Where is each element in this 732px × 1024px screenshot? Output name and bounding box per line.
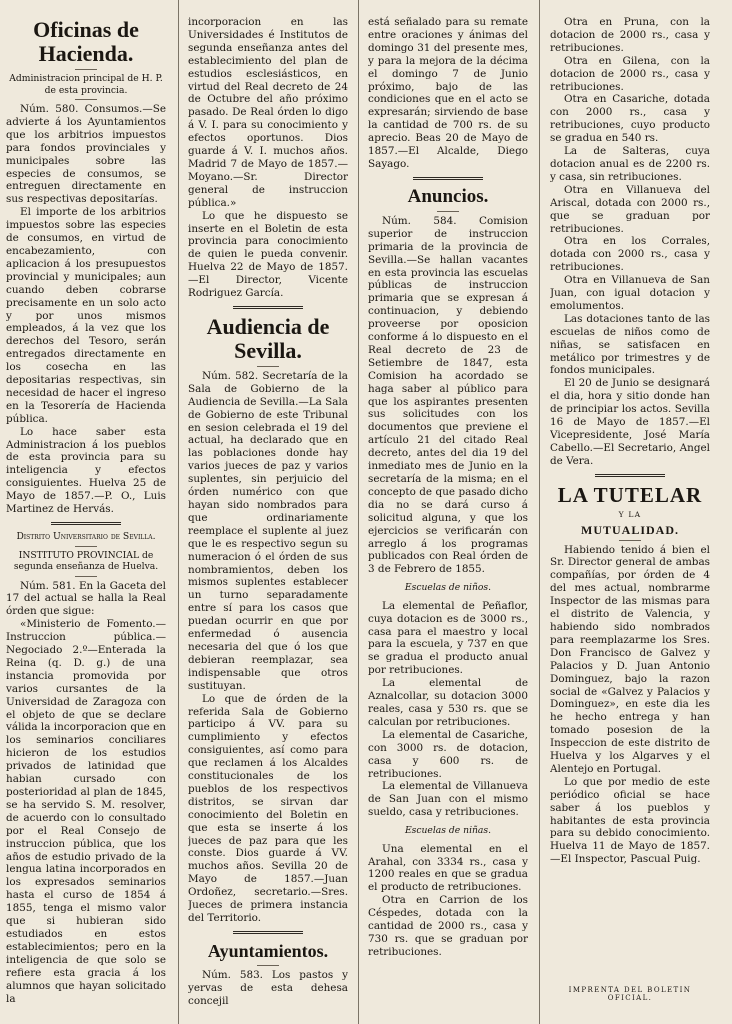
paragraph: La elemental de Aznalcollar, su dotacion 3000 reales, casa y 530 rs. que se calculan por retribuciones. <box>368 677 528 728</box>
section-title-tutelar: LA TUTELAR <box>557 482 703 507</box>
subheading-ninas: Escuelas de niñas. <box>404 825 492 837</box>
divider <box>75 576 97 577</box>
paragraph: Otra en Casariche, dotada con 2000 rs., casa y retribuciones, cuyo producto se gradua en 540 rs. <box>550 93 710 145</box>
divider <box>75 546 97 547</box>
divider <box>51 522 121 525</box>
paragraph: Lo que de órden de la referida Sala de Gobierno participo á VV. para su cumplimiento y efectos consiguientes, así como para que reclamen á los Alcaldes constitucionales de los pueblos de los respectivos distritos, se sirvan dar conocimiento del Boletin en que esta se inserte á los jueces de paz para que les conste. Dios guarde á VV. muchos años. Sevilla 20 de Mayo de 1857.—Juan Ordoñez, secretario.—Sres. Jueces de primera instancia del Territorio. <box>188 692 348 924</box>
paragraph: Una elemental en el Arahal, con 3334 rs., casa y 1200 reales en que se gradua el producto de retribuciones. <box>368 842 528 894</box>
paragraph: Otra en Pruna, con la dotacion de 2000 rs., casa y retribuciones. <box>550 16 710 54</box>
paragraph: La de Salteras, cuya dotacion anual es de 2200 rs. y casa, sin retribuciones. <box>550 145 710 183</box>
section-title-audiencia: Audiencia de Sevilla. <box>206 313 330 363</box>
institute-heading: INSTITUTO PROVINCIAL de segunda enseñanza de Huelva. <box>13 549 159 572</box>
paragraph: Lo hace saber esta Administracion á los pueblos de esta provincia para su inteligencia y efectos consiguientes. Huelva 25 de Mayo de 1857.—P. O., Luis Martinez de Hervás. <box>6 425 166 516</box>
paragraph: La elemental de Casariche, con 3000 rs. de dotacion, casa y 600 rs. de retribuciones. <box>368 728 528 780</box>
column-divider <box>358 0 359 1024</box>
printer-footer: IMPRENTA DEL BOLETIN OFICIAL. <box>568 986 692 1002</box>
paragraph: «Ministerio de Fomento.—Instruccion pública.—Negociado 2.º—Enterada la Reina (q. D. g.) de una instancia promovida por varios cursantes de la Universidad de Zaragoza con el objeto de que se declare válida la incorporacion que en los seminarios conciliares hicieron de los estudios privados de latinidad que habian cursado con posterioridad al plan de 1845, se ha servido S. M. resolver, de acuerdo con lo consultado por el Real Consejo de instruccion pública, que los años de estudio privado de la lengua latina incorporados en los expresados seminarios hasta el curso de 1854 á 1855, tenga el mismo valor que si hubieran sido estudiados en estos establecimientos; pero en la inteligencia de que solo se refiere esta gracia á los alumnos que hayan solicitado la <box>6 618 166 1005</box>
paragraph: Habiendo tenido á bien el Sr. Director general de ambas compañías, por órden de 4 del mes actual, nombrarme Inspector de las mismas para el distrito de Valencia, y habiendo sido nombrados para reemplazarme los Sres. Don Francisco de Galvez y Palacios y D. Juan Antonio Dominguez, bajo la razon social de «Galvez y Palacios y Dominguez», en este dia les he hecho entrega y han tomado posesion de la Inspeccion de este distrito de Huelva y los Algarves y el Alentejo en Portugal. <box>550 543 710 775</box>
divider <box>437 211 459 212</box>
paragraph: Lo que he dispuesto se inserte en el Boletin de esta provincia para conocimiento de quien le pueda convenir. Huelva 22 de Mayo de 1857.—El Director, Vicente Rodriguez García. <box>188 209 348 300</box>
column-1 <box>6 16 166 1016</box>
paragraph: El importe de los arbitrios impuestos sobre las especies de consumos, en virtud de encabezamiento, con aplicacion á los presupuestos provincial y municipales; aun cuando deben cobrarse precisamente en un solo acto y por unos mismos empleados, á la vez que los derechos del Tesoro, serán entregados directamente en los cosecha en las depositarias respectivas, sin necesidad de hacer el ingreso en la Tesorería de Hacienda pública. <box>6 206 166 425</box>
paragraph: La elemental de Peñaflor, cuya dotacion es de 3000 rs., casa para el maestro y local para la escuela, y 737 en que se gradua el producto anual por retribuciones. <box>368 599 528 677</box>
notice-584: Núm. 584. Comision superior de instruccion primaria de la provincia de Sevilla.—Se hallan vacantes en esta provincia las escuelas públicas de instruccion primaria que se expresan á continuacion, y debiendo proveerse por oposicion conforme á lo dispuesto en el Real decreto de 23 de Setiembre de 1847, esta Comision ha acordado se haga saber al público para que los aspirantes presenten sus solicitudes con los documentos que previene el artículo 21 del citado Real decreto, antes del dia 19 del inmediato mes de Junio en la secretaría de la misma; en el concepto de que pasado dicho dia no se dará curso á solicitud alguna, y que los ejercicios se verificarán con arreglo á los programas publicados con Real órden de 3 de Febrero de 1855. <box>368 214 528 576</box>
divider <box>413 177 483 180</box>
divider <box>619 540 641 541</box>
divider <box>257 366 279 367</box>
paragraph: La elemental de Villanueva de San Juan con el mismo sueldo, casa y retribuciones. <box>368 780 528 819</box>
subheading-ninos: Escuelas de niños. <box>404 582 492 594</box>
paragraph: Otra en Carrion de los Céspedes, dotada con la cantidad de 2000 rs., casa y 730 rs. que se graduan por retribuciones. <box>368 894 528 958</box>
column-3 <box>368 16 528 1016</box>
notice-580: Núm. 580. Consumos.—Se advierte á los Ayuntamientos que los arbitrios impuestos para fondos provinciales y municipales sobre las especies de consumos, se entreguen directamente en sus respectivas depositarías. <box>6 103 166 206</box>
divider <box>75 69 97 70</box>
paragraph: Otra en Villanueva del Ariscal, dotada con 2000 rs., que se graduan por retribuciones. <box>550 183 710 235</box>
divider <box>233 306 303 309</box>
notice-582: Núm. 582. Secretaría de la Sala de Gobierno de la Audiencia de Sevilla.—La Sala de Gobierno de este Tribunal en sesion celebrada el 19 del actual, ha declarado que en las poblaciones donde hay varios jueces de paz y varios suplentes, sin perjuicio del órden numérico con que hayan sido nombrados para que ordinariamente reemplace el suplente al juez que le es respectivo segun su numeracion ó el órden de sus nombramientos, deben los mismos suplentes establecer un turno separadamente entre sí para los casos que puedan ocurrir en que por enfermedad ó ausencia necesaria del que ó los que debieran reemplazar, sea indispensable que otros sustituyan. <box>188 369 348 692</box>
column-4 <box>550 16 710 1016</box>
paragraph: Otra en los Corrales, dotada con 2000 rs., casa y retribuciones. <box>550 235 710 274</box>
notice-583: Núm. 583. Los pastos y yervas de esta dehesa concejil <box>188 968 348 1007</box>
section-title-ayuntamientos: Ayuntamientos. <box>207 940 329 961</box>
column-divider <box>178 0 179 1024</box>
paragraph: Otra en Villanueva de San Juan, con igual dotacion y emolumentos. <box>550 274 710 312</box>
paragraph: Otra en Gilena, con la dotacion de 2000 rs., casa y retribuciones. <box>550 54 710 93</box>
district-heading: Distrito Universitario de Sevilla. <box>16 531 156 542</box>
column-2 <box>188 16 348 1016</box>
notice-581: Núm. 581. En la Gaceta del 17 del actual se halla la Real órden que sigue: <box>6 579 166 618</box>
section-subtitle: Administracion principal de H. P. de esta provincia. <box>9 73 163 96</box>
divider <box>595 474 665 477</box>
paragraph: incorporacion en las Universidades é Institutos de segunda enseñanza antes del establecimiento del plan de estudios esclesiásticos, en virtud del Real decreto de 24 de Octubre del año próximo pasado. De Real órden lo digo á V. I. para su conocimiento y efectos oportunos. Dios guarde á V. I. muchos años. Madrid 7 de Mayo de 1857.—Moyano.—Sr. Director general de instruccion pública.» <box>188 16 348 209</box>
connector-text: Y LA <box>618 509 642 519</box>
section-title-anuncios: Anuncios. <box>407 185 489 207</box>
paragraph: Las dotaciones tanto de las escuelas de niños como de niñas, se satisfacen en metálico por trimestres y de fondos municipales. <box>550 312 710 377</box>
column-divider <box>539 0 540 1024</box>
paragraph: El 20 de Junio se designará el dia, hora y sitio donde han de principiar los actos. Sevilla 16 de Mayo de 1857.—El Vicepresidente, José María Cabello.—El Secretario, Angel de Vera. <box>550 377 710 467</box>
section-title-oficinas: Oficinas de Hacienda. <box>33 17 139 66</box>
divider <box>233 931 303 934</box>
section-title-mutualidad: MUTUALIDAD. <box>581 522 679 537</box>
paragraph: está señalado para su remate entre oraciones y ánimas del domingo 31 del presente mes, y para la mejora de la décima el domingo 7 de Junio próximo, bajo de las condiciones que en el acto se expresarán; sirviendo de base la cantidad de 700 rs. de su aprecio. Beas 20 de Mayo de 1857.—El Alcalde, Diego Sayago. <box>368 16 528 170</box>
divider <box>75 99 97 100</box>
divider <box>257 965 279 966</box>
paragraph: Lo que por medio de este periódico oficial se hace saber á los pueblos y habitantes de esta provincia para su debido conocimiento. Huelva 11 de Mayo de 1857.—El Inspector, Pascual Puig. <box>550 775 710 866</box>
